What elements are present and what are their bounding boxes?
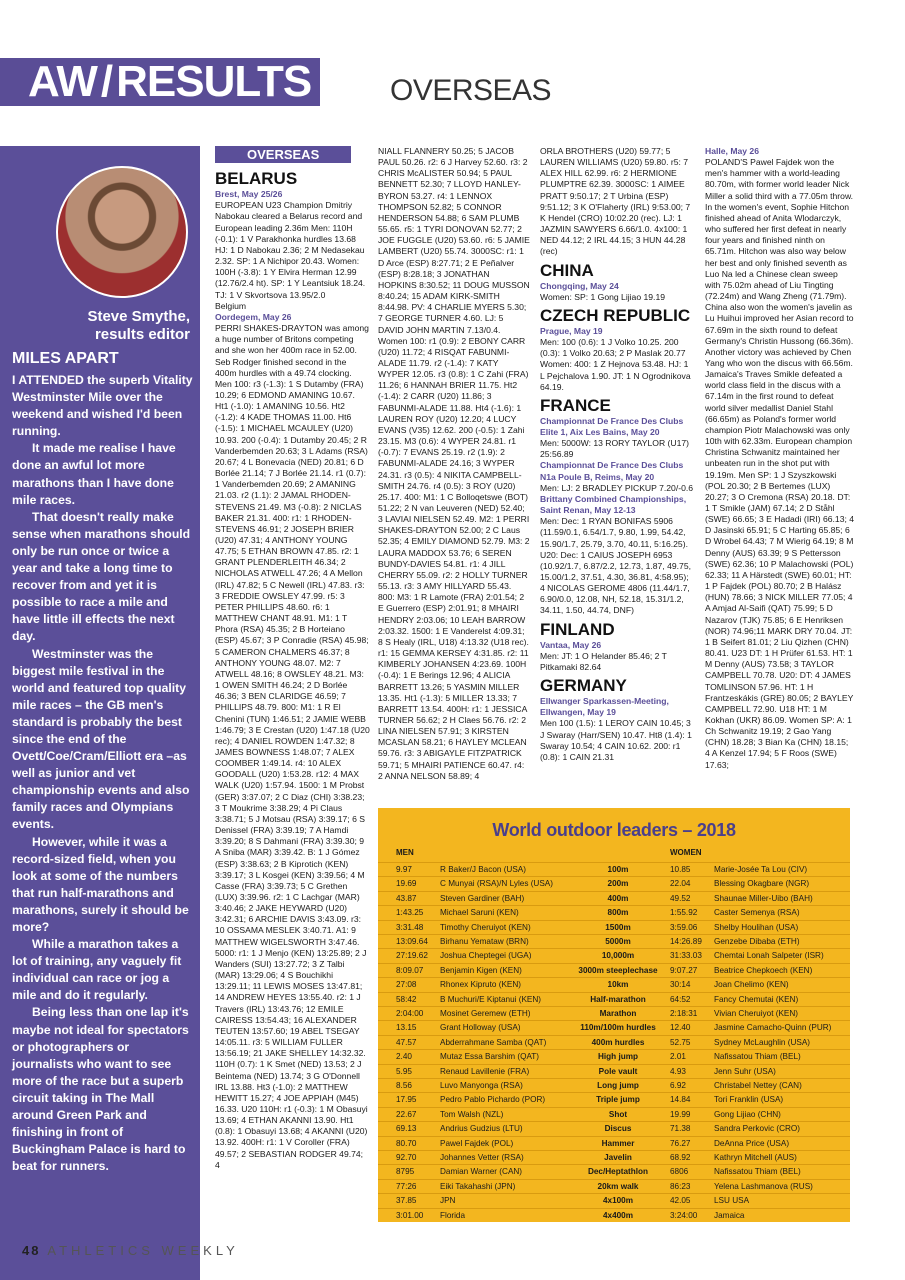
results-text: Men: LJ: 2 BRADLEY PICKUP 7.20/-0.6	[540, 482, 694, 493]
women-athlete: DeAnna Price (USA)	[714, 1138, 790, 1148]
results-text: Men: JT: 1 O Helander 85.46; 2 T Pitkamaki 82.64	[540, 650, 667, 672]
men-mark: 3:01.00	[396, 1210, 424, 1220]
women-athlete: Jenn Suhr (USA)	[714, 1066, 776, 1076]
event-name: 1500m	[605, 922, 631, 932]
women-athlete: Gong Lijiao (CHN)	[714, 1109, 781, 1119]
women-athlete: Jasmine Camacho-Quinn (PUR)	[714, 1023, 832, 1033]
country-heading: FINLAND	[540, 619, 615, 639]
meeting-title: Championnat De France Des Clubs Elite 1, Aix Les Bains, May 20	[540, 415, 684, 437]
meeting-title: Championnat De France Des Clubs N1a Poule B, Reims, May 20	[540, 460, 684, 482]
men-mark: 80.70	[396, 1138, 417, 1148]
leader-row	[378, 1049, 850, 1065]
men-athlete: Florida	[440, 1210, 466, 1220]
women-mark: 1:55.92	[670, 908, 698, 918]
women-athlete: Marie-Josée Ta Lou (CIV)	[714, 865, 808, 874]
women-mark: 64:52	[670, 994, 691, 1004]
women-athlete: Chemtai Lonah Salpeter (ISR)	[714, 951, 824, 961]
women-mark: 86:23	[670, 1181, 691, 1191]
leader-row	[378, 1035, 850, 1051]
men-athlete: Grant Holloway (USA)	[440, 1023, 521, 1033]
men-athlete: Michael Saruni (KEN)	[440, 908, 519, 918]
women-mark: 9:07.27	[670, 965, 698, 975]
women-mark: 6.92	[670, 1081, 686, 1090]
event-name: 4x400m	[602, 1210, 634, 1220]
leader-row	[378, 1078, 850, 1094]
leader-row	[378, 1208, 850, 1224]
results-text: NIALL FLANNERY 50.25; 5 JACOB PAUL 50.26. r2: 6 J Harvey 52.60. r3: 2 CHRIS McALISTER 50.94; 5 PAUL BENNETT 52.30; 7 LLOYD HANLEY-BYRON 53.27. r4: 1 LENNOX THOMPSON 52.82; 5 CONNOR HENDERSON 54.88; 6 SAM PLUMB 55.65. r5: 1 TYRI DONOVAN 52.77; 2 JOE FUGGLE (U20) 53.60. r6: 5 JAMIE LAMBERT (U20) 55.74. 3000SC: r1: 1 D Arce (ESP) 8:27.71; 2 E Peñalver (ESP) 8:28.18; 3 JONATHAN HOPKINS 8:30.52; 11 DOUG MUSSON 8:40.24; 15 ADAM KIRK-SMITH 8:44.98. PV: 4 CHARLIE MYERS 5.30; 7 GEORGE TURNER 4.60. LJ: 5 DAVID JOHN MARTIN 7.13/0.4. Women 100: r1 (0.9): 2 EBONY CARR (U20) 11.72; 4 RISQAT FABUNMI-ALADE 11.79. r2 (-1.4): 7 KATY WYPER 12.05. r3 (0.8): 1 C Zahi (FRA) 11.26; 6 HANNAH BRIER 11.75. Ht2 (-1.4): 2 CARR (U20) 11.86; 3 FABUNMI-ALADE 11.88. Ht4 (-1.6): 1 LAUREN ROY (U20) 12.20; 4 LUCY EVANS (V35) 12.62. 200 (-0.5): 1 Zahi 23.15. M3 (0.6): 4 WYPER 24.81. r1 (-0.7): 7 EVANS 25.19. r2 (1.9): 2 FABUNMI-ALADE 24.16; 3 WYPER 24.31. r3 (0.5): 4 NIKITA CAMPBELL-SMITH 24.76. r4 (0.5): 3 ROY (U20) 25.17. 400: M1: 1 C Bolloqetswe (BOT) 51.22; 2 N van Leuveren (NED) 52.40; 3 LAVIAI NIELSEN 52.49. M2: 1 PERRI SHAKES-DRAYTON 52.00; 2 C Laus 52.35; 4 EMILY DIAMOND 52.79. M3: 2 LAURA MADDOX 53.76; 6 SEREN BUNDY-DAVIES 54.81. r1: 4 JILL CHERRY 55.09. r2: 2 HOLLY TURNER 55.13. r3: 3 AMY HILLYARD 55.43. 800: M3: 1 R Lamote (FRA) 2:01.54; 2 E Guerrero (ESP) 2:01.91; 8 MHAIRI HENDRY 2:03.06; 10 LEAH BARROW 2:03.32. 1500: 1 E Vanderelst 4:09.31; 8 S Healy (IRL, U18) 4:13.32 (U18 rec). r1: 15 GEMMA KERSEY 4:31.85. r2: 11 KIMBERLY JOHANSEN 4:23.69. 100H (-0.4): 1 E Berings 12.96; 4 ALICIA BARRETT 13.26; 5 YASMIN MILLER 13.35. Ht1 (-1.3): 5 MILLER 13.33; 7 BARRETT 13.54. 400H: r1: 1 JESSICA TURNER 56.62; 2 H Claes 56.76. r2: 2 LINA NIELSEN 57.91; 3 KIRSTEN MCASLAN 58.21; 6 HAYLEY MCLEAN 59.76. r3: 3 ABIGAYLE FITZPATRICK 59.71; 5 MHAIRI PATIENCE 60.47. r4: 2 ANNA NELSON 58.89; 4	[378, 146, 530, 781]
section-title: OVERSEAS	[390, 74, 552, 107]
results-text: Men: Dec: 1 RYAN BONIFAS 5906 (11.59/0.1, 6.54/1.7, 9.80, 1.99, 54.42, 15.90/1.7, 25.79, 3.70, 40.11, 5:16.25). U20: Dec: 1 CAIUS JOSEPH 6953 (10.92/1.7, 6.87/2.2, 12.73, 1.87, 49.75, 15.00/1.2, 37.51, 4.30, 36.81, 4:58.95); 4 NICOLAS GEROME 4806 (11.44/1.7, 6.90/0.0, 12.08, NH, 52.18, 15.31/1.2, 34.11, 1.50, 44.74, DNF)	[540, 516, 691, 616]
brand-left: AW	[28, 57, 97, 106]
editor-name: Steve Smythe,	[87, 308, 190, 325]
meeting-title: Oordegem, May 26	[215, 311, 292, 322]
men-athlete: B Muchuri/E Kiptanui (KEN)	[440, 994, 542, 1004]
men-mark: 69.13	[396, 1124, 417, 1134]
men-athlete: Birhanu Yemataw (BRN)	[440, 937, 529, 946]
women-mark: 42.05	[670, 1196, 691, 1206]
event-name: 110m/100m hurdles	[580, 1023, 656, 1033]
leader-row	[378, 1136, 850, 1152]
women-mark: 10.85	[670, 865, 691, 874]
men-mark: 2.40	[396, 1052, 412, 1062]
leader-row	[378, 1020, 850, 1036]
leader-row	[378, 1107, 850, 1123]
editor-avatar	[56, 166, 188, 298]
event-name: 20km walk	[597, 1181, 639, 1191]
men-athlete: C Munyai (RSA)/N Lyles (USA)	[440, 879, 553, 889]
women-mark: 19.99	[670, 1109, 691, 1119]
women-mark: 3:24:00	[670, 1210, 698, 1220]
women-athlete: Joan Chelimo (KEN)	[714, 980, 789, 990]
column-body	[12, 372, 194, 1175]
results-text: Men: 5000W: 13 RORY TAYLOR (U17) 25:56.89	[540, 438, 690, 460]
meeting-title: Brest, May 25/26	[215, 189, 283, 200]
men-athlete: Timothy Cheruiyot (KEN)	[440, 922, 531, 932]
men-mark: 8795	[396, 1167, 415, 1177]
country-heading: GERMANY	[540, 676, 627, 696]
results-text: ORLA BROTHERS (U20) 59.77; 5 LAUREN WILLIAMS (U20) 59.80. r5: 7 ALEX HILL 62.99. r6: 2 HERMIONE PLUMPTRE 62.39. 3000SC: 1 AIMEE PRATT 9:50.17; 2 T Urbina (ESP) 9:51.12; 3 K O'Flaherty (IRL) 9:53.00; 7 K Hendel (CRO) 10:02.20 (rec). LJ: 1 JAZMIN SAWYERS 6.66/1.0. 4x100: 1 NED 44.12; 2 IRL 44.15; 3 HUN 44.28 (rec)	[540, 146, 691, 257]
women-athlete: Beatrice Chepkoech (KEN)	[714, 965, 813, 975]
women-mark: 14:26.89	[670, 937, 702, 946]
women-athlete: Tori Franklin (USA)	[714, 1095, 784, 1105]
men-athlete: Abderrahmane Samba (QAT)	[440, 1037, 547, 1047]
leader-row	[378, 1121, 850, 1137]
event-name: Javelin	[604, 1153, 632, 1162]
women-mark: 49.52	[670, 893, 691, 903]
women-athlete: Nafissatou Thiam (BEL)	[714, 1052, 801, 1062]
country-heading: CHINA	[540, 260, 594, 280]
results-column-3	[540, 146, 695, 796]
men-mark: 17.95	[396, 1095, 417, 1105]
event-name: Marathon	[599, 1009, 637, 1018]
women-athlete: Jamaica	[714, 1210, 745, 1220]
results-column-1	[215, 146, 370, 1216]
women-athlete: Vivian Cheruiyot (KEN)	[714, 1009, 799, 1018]
event-name: High jump	[597, 1052, 639, 1062]
meeting-title: Halle, May 26	[705, 146, 759, 156]
women-athlete: Yelena Lashmanova (RUS)	[714, 1181, 813, 1191]
results-text: Men 100 (1.5): 1 LEROY CAIN 10.45; 3 J Swaray (Harr/SEN) 10.47. Ht8 (1.4): 1 Swaray 10.54; 4 CAIN 10.62. 200: r1 (0.8): 1 CAIN 21.31	[540, 718, 692, 762]
results-text: POLAND'S Pawel Fajdek won the men's hammer with a world-leading 80.70m, with former world leader Nick Miller a solid third with a 77.05m throw. In the women's event, Sophie Hitchon finished ahead of Anita Wlodarczyk, who suffered her first defeat in nearly four years and finished ninth on 65.71m. Hitchon was also way below her best and only finished seventh as Luo Na led a Chinese clean sweep with 75.02m ahead of Liu Tingting (72.24m) and Wang Zheng (71.79m). China also won the women's javelin as Lu Huihui improved her Asian record to 67.69m in the sixth round to defeat Germany's Christin Hussong (66.36m). Another victory was achieved by Chen Yang who won the discus with 66.56m. Jamaica's Traves Smikle defeated a world class field in the discus with a 67.14m in the first round to defeat world silver medallist Daniel Stahl (66.65m) as Poland's former world champion Piotr Malachowski was only 10th with 62.33m. European champion Christina Schwanitz maintained her unbeaten run in the shot put with 19.19m. Men SP: 1 J Szyszkowski (POL 20.30; 2 B Bertemes (LUX) 20.27; 3 O Cremona (RSA) 20.18. DT: 1 T Smikle (JAM) 67.14; 2 D Ståhl (SWE) 66.65; 3 E Hadadi (IRI) 66.13; 4 D Jasinski 65.91; 5 C Harting 65.85; 6 D Wrobel 64.43; 7 M Wierig 64.19; 8 M Denny (AUS) 63.39; 9 S Pettersson (SWE) 62.36; 10 P Malachowski (POL) 62.33; 11 A Härstedt (SWE) 60.01; HT: 1 P Fajdek (POL) 80.70; 2 B Halász (HUN) 78.66; 3 NICK MILLER 77.05; 4 A Amjad Al-Saifi (QAT) 75.99; 5 D Nazarov (TJK) 75.85; 6 E Henriksen (NOR) 74.96;11 MARK DRY 70.04. JT: 1 B Seifert 81.01; 2 Liu Qizhen (CHN) 80.41. U23 DT: 1 H Prüfer 61.53. HT: 1 M Denny (AUS) 73.58; 3 TAYLOR CAMPBELL 70.78. U20: DT: 4 JAMES TOMLINSON 57.96. HT: 1 H Frantzeskákis (GRE) 80.05; 2 BAYLEY CAMPBELL 72.90. U18 HT: 1 M Kokhan (UKR) 86.09. Women SP: A: 1 Ch Schwanitz 19.19; 2 Gao Yang (CHN) 18.28; 3 Bian Ka (CHN) 18.15; 4 A Kenzel 17.94; 5 F Roos (SWE) 17.63;	[705, 157, 855, 770]
leader-row	[378, 891, 850, 907]
men-mark: 77:26	[396, 1181, 417, 1191]
leader-row	[378, 1092, 850, 1108]
women-athlete: Shaunae Miller-Uibo (BAH)	[714, 893, 813, 903]
men-mark: 9.97	[396, 865, 412, 874]
leader-row	[378, 905, 850, 921]
brand-right: RESULTS	[116, 57, 312, 106]
men-athlete: Joshua Cheptegei (UGA)	[440, 951, 532, 961]
country-heading: BELARUS	[215, 169, 298, 189]
leader-row	[378, 963, 850, 979]
leader-row	[378, 920, 850, 936]
leader-row	[378, 992, 850, 1008]
women-athlete: LSU USA	[714, 1196, 750, 1206]
men-mark: 13.15	[396, 1023, 417, 1033]
leader-row	[378, 1064, 850, 1080]
column-paragraph: It made me realise I have done an awful lot more marathons than I have done mile races.	[12, 441, 176, 507]
column-paragraph: However, while it was a record-sized field, when you look at some of the numbers that run half-marathons and marathons, surely it should be more?	[12, 834, 189, 934]
women-athlete: Genzebe Dibaba (ETH)	[714, 937, 800, 946]
event-name: 800m	[607, 908, 629, 918]
women-athlete: Sandra Perkovic (CRO)	[714, 1124, 800, 1134]
editor-column	[0, 146, 200, 1280]
men-athlete: Benjamin Kigen (KEN)	[440, 965, 522, 975]
meeting-title: Prague, May 19	[540, 325, 603, 336]
women-mark: 71.38	[670, 1124, 691, 1134]
world-leaders-box	[378, 808, 850, 1222]
brand-slash: /	[100, 57, 113, 106]
country-heading: FRANCE	[540, 395, 611, 415]
event-name: 3000m steeplechase	[578, 965, 658, 975]
men-mark: 5.95	[396, 1066, 412, 1076]
men-athlete: Pedro Pablo Pichardo (POR)	[440, 1095, 546, 1105]
men-mark: 2:04:00	[396, 1009, 424, 1018]
meeting-title: Vantaa, May 26	[540, 639, 602, 650]
leader-row	[378, 934, 850, 950]
event-name: 400m	[607, 893, 629, 903]
women-mark: 14.84	[670, 1095, 691, 1105]
men-athlete: Damian Warner (CAN)	[440, 1167, 523, 1177]
women-athlete: Christabel Nettey (CAN)	[714, 1081, 802, 1090]
men-mark: 58:42	[396, 994, 417, 1004]
women-mark: 31:33.03	[670, 951, 702, 961]
men-mark: 8:09.07	[396, 965, 424, 975]
section-tag: OVERSEAS	[215, 146, 351, 163]
women-mark: 6806	[670, 1167, 689, 1177]
leader-row	[378, 1179, 850, 1195]
men-athlete: Renaud Lavillenie (FRA)	[440, 1066, 530, 1076]
men-mark: 37.85	[396, 1196, 417, 1206]
leader-row	[378, 876, 850, 892]
meeting-title: Brittany Combined Championships, Saint Renan, May 12-13	[540, 493, 687, 516]
magazine-name: ATHLETICS WEEKLY	[47, 1243, 239, 1258]
women-athlete: Blessing Okagbare (NGR)	[714, 879, 810, 889]
page-footer	[22, 1243, 239, 1258]
men-athlete: Tom Walsh (NZL)	[440, 1109, 504, 1119]
event-name: Dec/Heptathlon	[587, 1167, 649, 1177]
women-mark: 2:18:31	[670, 1009, 698, 1018]
men-athlete: Johannes Vetter (RSA)	[440, 1153, 524, 1162]
leader-row	[378, 977, 850, 993]
event-name: Half-marathon	[590, 994, 646, 1004]
men-mark: 22.67	[396, 1109, 417, 1119]
event-name: Long jump	[597, 1081, 639, 1090]
event-name: 10km	[607, 980, 629, 990]
results-text: PERRI SHAKES-DRAYTON was among a huge number of Britons competing and she won her 400m race in 52.00. Seb Rodger finished second in the 400m hurdles with a 49.74 clocking. Men 100: r3 (-1.3): 1 S Dutamby (FRA) 10.29; 6 EDMOND AMANING 10.67. Ht1 (-1.0): 1 AMANING 10.56. Ht2 (-1.2): 4 KADE THOMAS 11.00. Ht6 (-1.5): 1 MICHAEL MCAULEY (U20) 10.93. 200 (-0.4): 1 Dutamby 20.45; 2 R Vanderbemden 20.63; 3 L Adams (RSA) 20.67; 4 L Bonevacia (NED) 20.81; 6 D Borlée 21.14; 7 J Borlée 21.14. r1 (0.7): 1 Vanderbemden 20.69; 2 AMANING 21.03. r2 (1.1): 2 JAMAL RHODEN-STEVENS 21.49. M3 (-0.8): 2 NICLAS BAKER 21.31. 400: r1: 1 RHODEN-STEVENS 46.91; 2 JOSEPH BRIER (U20) 47.31; 4 ANTHONY YOUNG 47.75; 5 ETHAN BROWN 47.85. r2: 1 GRANT PLENDERLEITH 46.34; 2 NICHOLAS ATWELL 47.26; 4 A Mellon (IRL) 47.82; 5 C Newell (IRL) 47.83. r3: 3 FREDDIE OWSLEY 47.99. r5: 3 PETER PHILLIPS 48.60. r6: 1 MATTHEW CHANT 48.91. M1: 1 T Phora (RSA) 45.35; 2 B Horteiano (ESP) 45.67; 3 P Conradie (RSA) 45.98; 5 CAMERON CHALMERS 46.37; 8 ANTHONY YOUNG 48.07. M2: 7 ATWELL 48.16; 8 OWSLEY 48.21. M3: 1 OWEN SMITH 46.24; 2 D Borlée 46.36; 3 BEN CLARIDGE 46.59; 7 PHILLIPS 48.79. 800: M1: 1 R El Chenini (TUN) 1:46.51; 2 JAMIE WEBB 1:46.79; 3 E Crestan (U20) 1:47.18 (U20 rec); 4 DANIEL ROWDEN 1:47.32; 8 JAMES BOWNESS 1:48.07; 7 ALEX COOMBER 1:49.14. r4: 10 ALEX GOODALL (U20) 1:53.28. r12: 4 MAX WALK (U20) 1:57.94. 1500: 1 M Probst (GER) 3:37.07; 2 C Diaz (CHI) 3:38.23; 3 T Moukrime 3:38.29; 4 Pi Claus 3:38.71; 5 J Motsau (RSA) 3:39.17; 6 S Denissel (FRA) 3:39.19; 7 A Hamdi 3:39.20; 8 S Dahmani (FRA) 3:39.30; 9 A Sniba (MAR) 3:39.42. B: 1 J Gómez (ESP) 3:38.63; 2 B Kiprotich (KEN) 3:39.17; 3 L Kosgei (KEN) 3:39.56; 4 M Casse (FRA) 3:39.73; 5 C Grethen (LUX) 3:39.96. r2: 1 C Lachgar (MAR) 3:40.46; 2 JAKE HEYWARD (U20) 3:42.31; 6 ARCHIE DAVIS 3:43.09. r3: 10 OSSAMA MESLEK 3:40.71. A1: 9 MATTHEW WIGELSWORTH 3:47.46. 5000: r1: 1 J Menjo (KEN) 13:25.89; 2 J Wanders (SUI) 13:27.72; 3 Z Talbi (MAR) 13:29.06; 4 S Bouchikhi 13:29.11; 11 LEWIS MOSES 13:47.81; 14 ANDREW HEYES 13:55.40. r2: 1 J Travers (IRL) 13:43.76; 12 EMILE CAIRESS 13:54.43; 16 ALEXANDER TEUTEN 13:57.60; 19 ABEL TSEGAY 14:05.11. r3: 5 WILLIAM FULLER 13:56.19; 21 JAKE SHELLEY 14:32.32. 110H (0.7): 1 K Smet (NED) 13.53; 2 J Beintema (NED) 13.74; 3 G O'Donnell IRL 13.88. Ht3 (-1.0): 2 MATTHEW HEWITT 15.27; 4 JOE APPIAH (M45) 16.33. U20 110H: r1 (-0.3): 1 M Obasuyi 13.69; 4 ETHAN AKANNI 13.90. Ht1 (0.8): 1 Obasuyi 13.68; 4 AKANNI (U20) 13.92. 400H: r1: 1 V Coroller (FRA) 49.57; 2 SEBASTIAN RODGER 49.74; 4	[215, 323, 370, 1170]
women-header: WOMEN	[670, 848, 702, 857]
column-heading: MILES APART	[12, 350, 119, 367]
leader-row	[378, 948, 850, 964]
country-heading: CZECH REPUBLIC	[540, 305, 691, 325]
leader-row	[378, 1150, 850, 1166]
men-athlete: Andrius Gudzius (LTU)	[440, 1124, 523, 1134]
event-name: Shot	[608, 1109, 628, 1119]
meeting-title: Ellwanger Sparkassen-Meeting, Ellwangen, May 19	[540, 696, 669, 718]
women-athlete: Fancy Chemutai (KEN)	[714, 994, 799, 1004]
event-name: Discus	[604, 1124, 632, 1134]
meeting-title: Chongqing, May 24	[540, 280, 619, 291]
leader-row	[378, 1193, 850, 1209]
women-mark: 12.40	[670, 1023, 691, 1033]
men-mark: 47.57	[396, 1037, 417, 1047]
women-mark: 30:14	[670, 980, 691, 990]
women-mark: 68.92	[670, 1153, 691, 1162]
event-name: Triple jump	[596, 1095, 640, 1105]
results-column-2	[378, 146, 530, 796]
women-athlete: Shelby Houlihan (USA)	[714, 922, 799, 932]
men-header: MEN	[396, 848, 414, 857]
column-paragraph: That doesn't really make sense when marathons should only be run once or twice a year and take a long time to recover from and yet it is possible to race a mile and have little ill effects the next day.	[12, 509, 191, 644]
results-text: Men: 100 (0.6): 1 J Volko 10.25. 200 (0.3): 1 Volko 20.63; 2 P Maslak 20.77 Women: 400: 1 Z Hejnova 53.48. HJ: 1 L Pejchalova 1.90. JT: 1 N Ogrodnikova 64.19.	[540, 337, 691, 392]
results-column-4	[705, 146, 855, 796]
women-athlete: Nafissatou Thiam (BEL)	[714, 1167, 801, 1177]
event-name: Hammer	[601, 1138, 635, 1148]
women-mark: 22.04	[670, 879, 691, 889]
country-label: Belgium	[215, 300, 247, 311]
women-mark: 4.93	[670, 1066, 686, 1076]
men-athlete: Steven Gardiner (BAH)	[440, 893, 525, 903]
men-mark: 1:43.25	[396, 908, 424, 918]
column-paragraph: Being less than one lap it's maybe not ideal for spectators or photographers or journalists who want to see more of the race but a superb circuit taking in The Mall around Green Park and finishing in front of Buckingham Palace is hard to beat for runners.	[12, 1005, 189, 1174]
men-athlete: JPN	[440, 1196, 456, 1206]
event-name: Pole vault	[598, 1066, 638, 1076]
women-mark: 2.01	[670, 1052, 686, 1062]
leader-row	[378, 862, 850, 878]
editor-role: results editor	[94, 326, 190, 343]
column-paragraph: While a marathon takes a lot of training, any vaguely fit individual can race or jog a mile and do it regularly.	[12, 937, 182, 1003]
men-mark: 8.56	[396, 1081, 412, 1090]
men-mark: 27:19.62	[396, 951, 428, 961]
men-mark: 3:31.48	[396, 922, 424, 932]
men-athlete: Eiki Takahashi (JPN)	[440, 1181, 516, 1191]
men-athlete: Mutaz Essa Barshim (QAT)	[440, 1052, 540, 1062]
event-name: 200m	[607, 879, 629, 889]
men-mark: 43.87	[396, 893, 417, 903]
results-text: Women: SP: 1 Gong Lijiao 19.19	[540, 291, 666, 302]
men-athlete: Rhonex Kipruto (KEN)	[440, 980, 521, 990]
page-number: 48	[22, 1243, 41, 1258]
column-paragraph: I ATTENDED the superb Vitality Westminster Mile over the weekend and wished I'd been running.	[12, 373, 193, 439]
brand-logo	[28, 58, 311, 106]
women-athlete: Kathryn Mitchell (AUS)	[714, 1153, 797, 1162]
men-athlete: Mosinet Geremew (ETH)	[440, 1009, 531, 1018]
event-name: 5000m	[605, 937, 631, 946]
event-name: 400m hurdles	[591, 1037, 645, 1047]
editor-byline	[87, 308, 190, 344]
leader-row	[378, 1164, 850, 1180]
results-text: EUROPEAN U23 Champion Dmitriy Nabokau cleared a Belarus record and European leading 2.36m Men: 110H (-0.1): 1 V Parakhonka hurdles 13.68 HJ: 1 D Nabokau 2.36; 2 M Nedasekau 2.32. SP: 1 A Nichipor 20.43. Women: 100H (-3.8): 1 Y Elvira Herman 12.99 (12.76/2.4 ht). SP: 1 Y Leantsiuk 18.24. TJ: 1 V Skvortsova 13.95/2.0	[215, 200, 366, 300]
men-mark: 92.70	[396, 1153, 417, 1162]
women-athlete: Sydney McLaughlin (USA)	[714, 1037, 811, 1047]
men-mark: 27:08	[396, 980, 417, 990]
leader-row	[378, 1006, 850, 1022]
women-mark: 3:59.06	[670, 922, 698, 932]
world-leaders-title: World outdoor leaders – 2018	[492, 820, 736, 840]
women-athlete: Caster Semenya (RSA)	[714, 908, 800, 918]
women-mark: 52.75	[670, 1037, 691, 1047]
women-mark: 76.27	[670, 1138, 691, 1148]
men-athlete: Luvo Manyonga (RSA)	[440, 1081, 523, 1090]
event-name: 10,000m	[601, 951, 635, 961]
event-name: 100m	[607, 865, 629, 874]
men-mark: 19.69	[396, 879, 417, 889]
event-name: 4x100m	[602, 1196, 634, 1206]
column-paragraph: Westminster was the biggest mile festival in the world and featured top quality mile races – the GB men's standard is probably the best since the end of the Ovett/Coe/Cram/Elliott era –as well as junior and vet championship events and also family races and Olympians events.	[12, 646, 190, 832]
men-athlete: Pawel Fajdek (POL)	[440, 1138, 514, 1148]
men-athlete: R Baker/J Bacon (USA)	[440, 865, 526, 874]
men-mark: 13:09.64	[396, 937, 428, 946]
